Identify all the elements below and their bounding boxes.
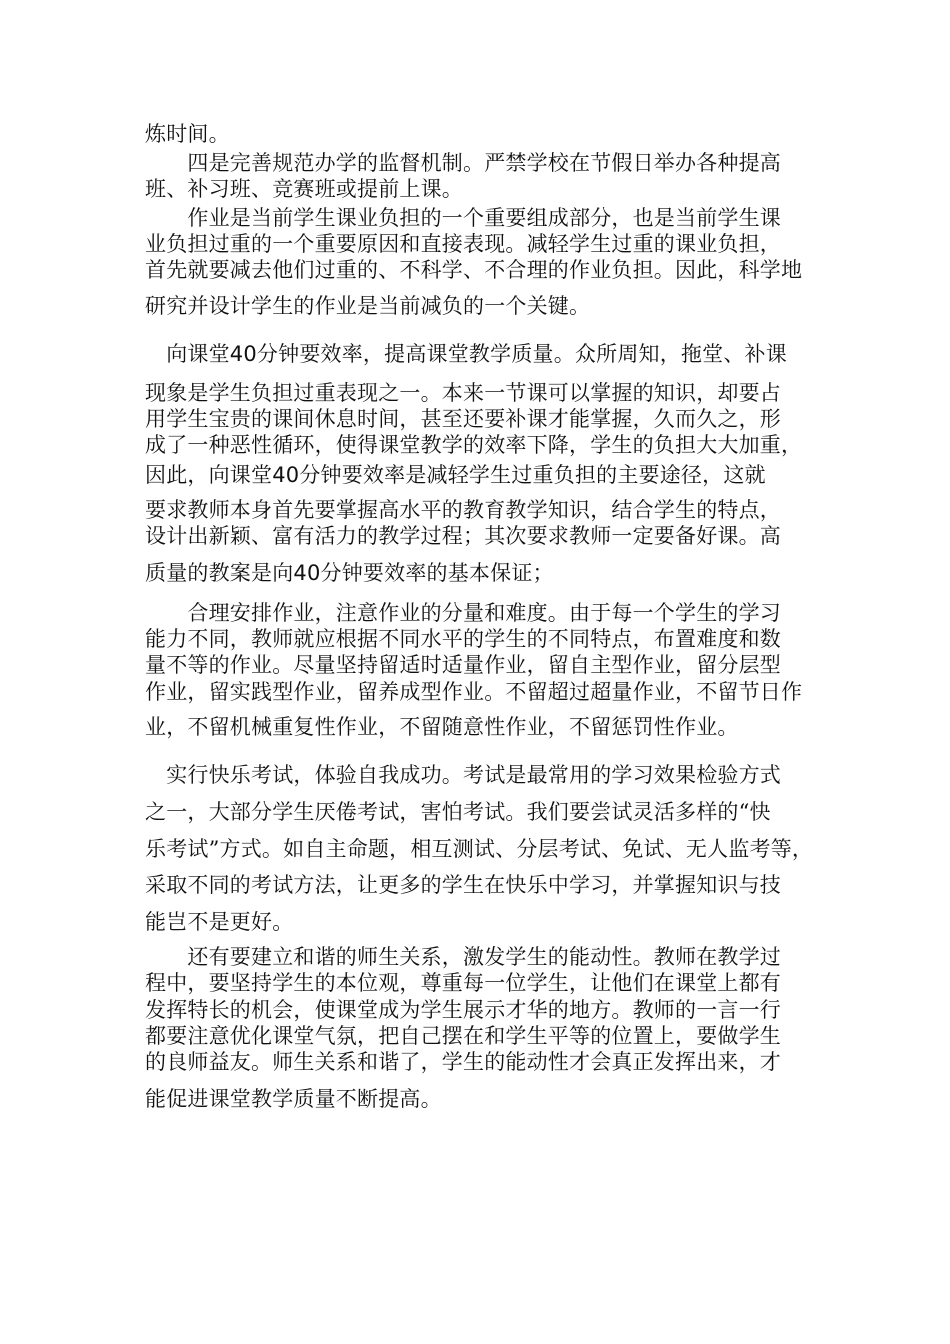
text-line: 向课堂40分钟要效率，提高课堂教学质量。众所周知，拖堂、补课 <box>145 342 787 366</box>
text-line: 实行快乐考试，体验自我成功。考试是最常用的学习效果检验方式 <box>145 763 781 787</box>
text-line: 的良师益友。师生关系和谐了，学生的能动性才会真正发挥出来，才 <box>145 1050 781 1074</box>
text-line: 用学生宝贵的课间休息时间，甚至还要补课才能掌握，久而久之，形 <box>145 407 781 431</box>
text-line: 班、补习班、竞赛班或提前上课。 <box>145 177 463 201</box>
text-line: 能力不同，教师就应根据不同水平的学生的不同特点，布置难度和数 <box>145 627 781 651</box>
text-line: 首先就要减去他们过重的、不科学、不合理的作业负担。因此，科学地 <box>145 258 803 282</box>
text-line: 乐考试”方式。如自主命题，相互测试、分层考试、免试、无人监考等， <box>145 837 814 861</box>
text-line: 四是完善规范办学的监督机制。严禁学校在节假日举办各种提高 <box>145 151 781 175</box>
text-line: 成了一种恶性循环，使得课堂教学的效率下降，学生的负担大大加重， <box>145 433 803 457</box>
text-line: 程中，要坚持学生的本位观，尊重每一位学生，让他们在课堂上都有 <box>145 971 781 995</box>
text-line: 研究并设计学生的作业是当前减负的一个关键。 <box>145 294 591 318</box>
text-line: 能促进课堂教学质量不断提高。 <box>145 1087 442 1111</box>
text-line: 要求教师本身首先要掌握高水平的教育教学知识，结合学生的特点， <box>145 498 781 522</box>
text-line: 发挥特长的机会，使课堂成为学生展示才华的地方。教师的一言一行 <box>145 998 781 1022</box>
text-line: 因此，向课堂40分钟要效率是减轻学生过重负担的主要途径，这就 <box>145 463 766 487</box>
text-line: 作业，留实践型作业，留养成型作业。不留超过超量作业，不留节日作 <box>145 680 803 704</box>
text-line: 还有要建立和谐的师生关系，激发学生的能动性。教师在教学过 <box>145 945 781 969</box>
text-line: 质量的教案是向40分钟要效率的基本保证； <box>145 561 554 585</box>
text-line: 采取不同的考试方法，让更多的学生在快乐中学习，并掌握知识与技 <box>145 873 781 897</box>
text-line: 业负担过重的一个重要原因和直接表现。减轻学生过重的课业负担， <box>145 232 781 256</box>
text-line: 合理安排作业，注意作业的分量和难度。由于每一个学生的学习 <box>145 601 781 625</box>
text-line: 炼时间。 <box>145 122 230 146</box>
text-line: 作业是当前学生课业负担的一个重要组成部分，也是当前学生课 <box>145 206 781 230</box>
text-line: 现象是学生负担过重表现之一。本来一节课可以掌握的知识，却要占 <box>145 381 781 405</box>
text-line: 业，不留机械重复性作业，不留随意性作业，不留惩罚性作业。 <box>145 715 739 739</box>
text-line: 设计出新颖、富有活力的教学过程；其次要求教师一定要备好课。高 <box>145 524 781 548</box>
text-line: 量不等的作业。尽量坚持留适时适量作业，留自主型作业，留分层型 <box>145 653 781 677</box>
text-line: 能岂不是更好。 <box>145 910 294 934</box>
text-line: 都要注意优化课堂气氛，把自己摆在和学生平等的位置上，要做学生 <box>145 1024 781 1048</box>
text-line: 之一，大部分学生厌倦考试，害怕考试。我们要尝试灵活多样的“快 <box>145 800 771 824</box>
